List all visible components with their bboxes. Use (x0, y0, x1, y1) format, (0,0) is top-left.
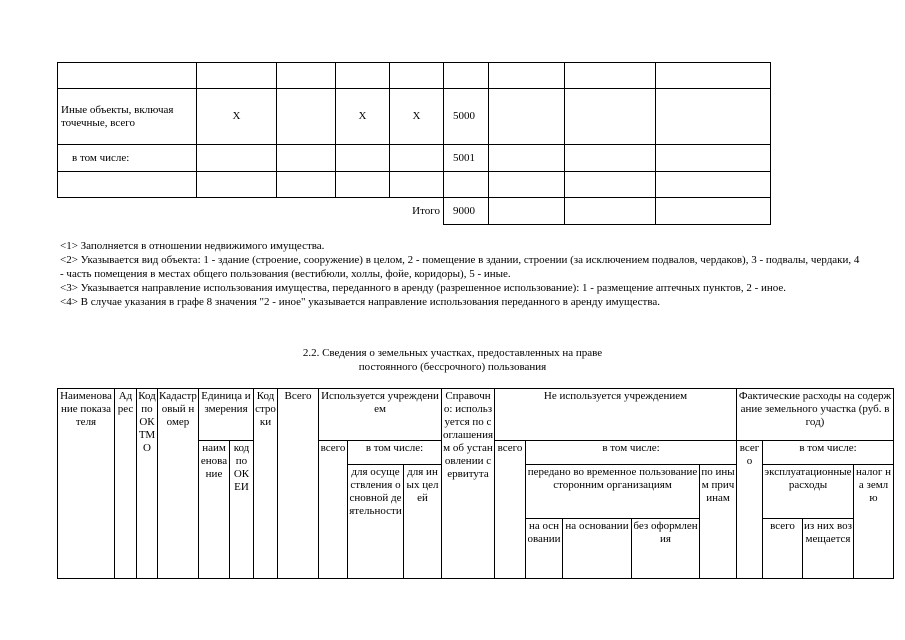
table-cell (277, 145, 336, 172)
header-indicator-name: Наименование показателя (58, 389, 115, 579)
table-cell (489, 172, 565, 198)
header-no-formal: без оформления (632, 519, 700, 579)
table-cell (277, 63, 336, 89)
table-cell (565, 145, 656, 172)
table-cell (390, 63, 444, 89)
header-used-activity: для осуществления основной деятельности (348, 465, 404, 579)
table-cell (489, 198, 565, 225)
header-transferred: передано во временное пользование сторонним организациям (526, 465, 700, 519)
table-cell (656, 172, 771, 198)
header-operating-reimbursed: из них возмещается (803, 519, 854, 579)
header-row-code: Код строки (254, 389, 278, 579)
footnote-2: <2> Указывается вид объекта: 1 - здание (строение, сооружение) в целом, 2 - помещение в здании, строении (за исключением подвалов, чердаков), 3 - подвалы, чердаки, 4 - часть помещения в местах общего пользования (вестибюли, холлы, фойе, коридоры), 5 - иные. (60, 254, 860, 280)
section-title-line-1: 2.2. Сведения о земельных участках, предоставленных на праве (302, 347, 603, 359)
header-oktmo: Код по ОКТМО (137, 389, 158, 579)
property-table (57, 62, 771, 225)
table-cell (197, 145, 277, 172)
table-row (58, 172, 771, 198)
footnote-4: <4> В случае указания в графе 8 значения "2 - иное" указывается направление использования переданного в аренду имущества. (60, 296, 661, 308)
header-operating-expenses: эксплуатационные расходы (763, 465, 854, 519)
table-cell: X (390, 89, 444, 145)
header-unit-name: наименование (199, 441, 230, 579)
row-name-cell (58, 63, 197, 89)
header-other-reasons: по иным причинам (700, 465, 737, 579)
table-cell (390, 172, 444, 198)
footnote-1: <1> Заполняется в отношении недвижимого имущества. (60, 240, 325, 252)
table-cell (489, 63, 565, 89)
table-cell (489, 145, 565, 172)
row-name-cell: Иные объекты, включая точечные, всего (58, 89, 197, 145)
header-basis: на основании (526, 519, 563, 579)
section-title-line-2: постоянного (бессрочного) пользования (358, 361, 547, 373)
header-cadastral-number: Кадастровый номер (158, 389, 199, 579)
header-expenses: Фактические расходы на содержание земельного участка (руб. в год) (737, 389, 894, 441)
table-cell (336, 63, 390, 89)
total-code-cell: 9000 (444, 198, 489, 225)
header-used: Используется учреждением (319, 389, 442, 441)
row-code-cell (444, 172, 489, 198)
total-row (58, 198, 771, 225)
total-label: Итого (58, 198, 444, 225)
table-cell (656, 198, 771, 225)
header-expenses-incl: в том числе: (763, 441, 894, 465)
table-cell (656, 89, 771, 145)
table-cell (197, 172, 277, 198)
row-code-cell: 5000 (444, 89, 489, 145)
table-cell (277, 89, 336, 145)
table-row (58, 89, 771, 145)
header-used-total: всего (319, 441, 348, 579)
table-cell (565, 89, 656, 145)
table-cell (336, 145, 390, 172)
table-cell (656, 145, 771, 172)
table-row (58, 63, 771, 89)
table-cell (656, 63, 771, 89)
table-cell (390, 145, 444, 172)
header-used-incl: в том числе: (348, 441, 442, 465)
header-address: Адрес (115, 389, 137, 579)
header-not-used: Не используется учреждением (495, 389, 737, 441)
header-unit-okei: код по ОКЕИ (230, 441, 254, 579)
table-cell (565, 172, 656, 198)
header-not-used-incl: в том числе: (526, 441, 737, 465)
table-cell (565, 198, 656, 225)
header-servitude: Справочно: используется по соглашениям об установлении сервитута (442, 389, 495, 579)
header-used-other: для иных целей (404, 465, 442, 579)
table-cell: X (197, 89, 277, 145)
footnotes (60, 239, 860, 309)
header-total: Всего (278, 389, 319, 579)
row-code-cell: 5001 (444, 145, 489, 172)
table-cell (565, 63, 656, 89)
header-row-1 (58, 389, 894, 441)
table-cell (277, 172, 336, 198)
row-name-cell (58, 172, 197, 198)
row-code-cell (444, 63, 489, 89)
table-cell (489, 89, 565, 145)
footnote-3: <3> Указывается направление использования имущества, переданного в аренду (разрешенное использование): 1 - размещение аптечных пунктов, 2 - иное. (60, 282, 787, 294)
header-basis-2: на основании (563, 519, 632, 579)
row-name-cell: в том числе: (58, 145, 197, 172)
section-title (0, 346, 905, 374)
header-land-tax: налог на землю (854, 465, 894, 579)
header-operating-total: всего (763, 519, 803, 579)
table-cell (336, 172, 390, 198)
header-not-used-total: всего (495, 441, 526, 579)
table-cell (197, 63, 277, 89)
table-cell: X (336, 89, 390, 145)
land-plots-table (57, 388, 894, 579)
header-unit: Единица измерения (199, 389, 254, 441)
header-expenses-total: всего (737, 441, 763, 579)
table-row (58, 145, 771, 172)
